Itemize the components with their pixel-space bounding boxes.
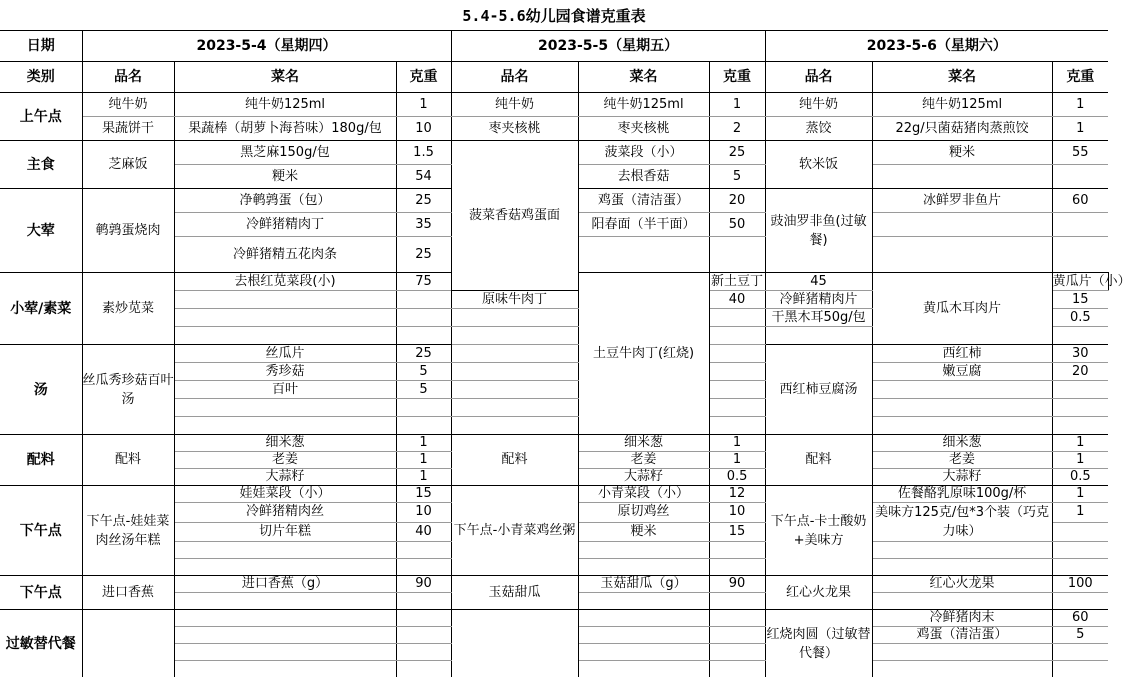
- category-afternoon-fruit: 下午点: [0, 576, 82, 610]
- d2-beef-ing3-empty: [451, 309, 578, 327]
- d1-morning-dish1: 纯牛奶: [82, 93, 174, 117]
- d3-season-w3: 0.5: [1052, 469, 1108, 486]
- d2-main-ing5-empty: [578, 237, 709, 273]
- d1-small-dish: 素炒苋菜: [82, 273, 174, 345]
- d2-main-w1: 25: [709, 141, 765, 165]
- d1-allergy-ing1-empty: [174, 610, 396, 627]
- d1-allergy-w1-empty: [396, 610, 451, 627]
- d3-morning-w2: 1: [1052, 117, 1108, 141]
- d1-soup-ing3: 百叶: [174, 381, 396, 399]
- d1-small-ing1: 去根红苋菜段(小): [174, 273, 396, 291]
- d3-small-ing4-empty: [765, 327, 872, 345]
- d3-meat-w1: 60: [1052, 189, 1108, 213]
- d2-beef-ing7-empty: [451, 381, 578, 399]
- d3-meat-w2-empty: [1052, 213, 1108, 237]
- d2-season-ing2: 老姜: [578, 452, 709, 469]
- d3-meat-ing2-empty: [872, 213, 1052, 237]
- category-meat: 大荤: [0, 189, 82, 273]
- d3-ingredient-header: 菜名: [872, 62, 1052, 93]
- d1-staple-w1: 1.5: [396, 141, 451, 165]
- d1-allergy-ing2-empty: [174, 627, 396, 644]
- d1-soup-w5-empty: [396, 417, 451, 435]
- d3-season-ing3: 大蒜籽: [872, 469, 1052, 486]
- d2-main-w4: 50: [709, 213, 765, 237]
- d2-allergy-dish-empty: [451, 610, 578, 678]
- d2-main-ing2: 去根香菇: [578, 165, 709, 189]
- d2-season-dish: 配料: [451, 435, 578, 486]
- d1-morning-ing2: 果蔬棒（胡萝卜海苔味）180g/包: [174, 117, 396, 141]
- d1-soup-ing4-empty: [174, 399, 396, 417]
- d3-morning-w1: 1: [1052, 93, 1108, 117]
- d1-soup-ing2: 秀珍菇: [174, 363, 396, 381]
- d2-allergy-ing2-empty: [578, 627, 709, 644]
- d1-small-ing4-empty: [174, 327, 396, 345]
- d3-season-ing2: 老姜: [872, 452, 1052, 469]
- d3-meat-dish: 豉油罗非鱼(过敏餐): [765, 189, 872, 273]
- d1-fruit-w: 90: [396, 576, 451, 593]
- d1-allergy-ing4-empty: [174, 661, 396, 678]
- d3-season-dish: 配料: [765, 435, 872, 486]
- d1-small-w4-empty: [396, 327, 451, 345]
- day1-date: 2023-5-4（星期四）: [82, 31, 451, 62]
- d1-season-dish: 配料: [82, 435, 174, 486]
- d2-pm-w3: 15: [709, 522, 765, 542]
- category-small-meat: 小荤/素菜: [0, 273, 82, 345]
- d1-meat-dish: 鹌鹑蛋烧肉: [82, 189, 174, 273]
- d3-small-dish: 黄瓜木耳肉片: [872, 273, 1052, 345]
- d2-beef-ing5-empty: [451, 345, 578, 363]
- d1-pm-ing5-empty: [174, 559, 396, 576]
- d1-season-ing2: 老姜: [174, 452, 396, 469]
- d3-morning-dish1: 纯牛奶: [765, 93, 872, 117]
- d2-morning-w2: 2: [709, 117, 765, 141]
- d2-pm-ing3: 粳米: [578, 522, 709, 542]
- d2-pm-ing1: 小青菜段（小）: [578, 486, 709, 503]
- category-seasoning: 配料: [0, 435, 82, 486]
- d1-staple-ing2: 粳米: [174, 165, 396, 189]
- d1-season-ing1: 细米葱: [174, 435, 396, 452]
- d3-pm-ing5-empty: [872, 559, 1052, 576]
- d1-season-w3: 1: [396, 469, 451, 486]
- d2-morning-ing1: 纯牛奶125ml: [578, 93, 709, 117]
- d1-pm-ing3: 切片年糕: [174, 522, 396, 542]
- d2-fruit-w2-empty: [709, 593, 765, 610]
- d1-allergy-dish-empty: [82, 610, 174, 678]
- d2-allergy-w4-empty: [709, 661, 765, 678]
- d3-pm-w3-empty: [1052, 522, 1108, 542]
- d2-main-dish: 菠菜香菇鸡蛋面: [451, 141, 578, 291]
- d1-soup-w4-empty: [396, 399, 451, 417]
- d2-pm-ing4-empty: [578, 542, 709, 559]
- d2-weight-header: 克重: [709, 62, 765, 93]
- d2-allergy-w1-empty: [709, 610, 765, 627]
- d3-product-header: 品名: [765, 62, 872, 93]
- d2-main-w3: 20: [709, 189, 765, 213]
- d2-morning-ing2: 枣夹核桃: [578, 117, 709, 141]
- d3-soup-ing1: 西红柿: [872, 345, 1052, 363]
- d1-meat-ing2: 冷鲜猪精肉丁: [174, 213, 396, 237]
- d3-morning-dish2: 蒸饺: [765, 117, 872, 141]
- d2-beef-w7-empty: [709, 381, 765, 399]
- d2-beef-w2: 40: [709, 291, 765, 309]
- d1-season-w1: 1: [396, 435, 451, 452]
- d3-pm-ing4-empty: [872, 542, 1052, 559]
- d3-fruit-dish: 红心火龙果: [765, 576, 872, 610]
- d2-main-w2: 5: [709, 165, 765, 189]
- d2-main-ing1: 菠菜段（小）: [578, 141, 709, 165]
- d2-beef-w5-empty: [709, 345, 765, 363]
- d3-pm-w1: 1: [1052, 486, 1108, 503]
- d3-soup-dish: 西红柿豆腐汤: [765, 345, 872, 435]
- d2-ingredient-header: 菜名: [578, 62, 709, 93]
- category-staple: 主食: [0, 141, 82, 189]
- d3-allergy-w1: 60: [1052, 610, 1108, 627]
- d3-staple-ing2-empty: [872, 165, 1052, 189]
- d1-soup-ing1: 丝瓜片: [174, 345, 396, 363]
- d2-pm-dish: 下午点-小青菜鸡丝粥: [451, 486, 578, 576]
- d2-season-w1: 1: [709, 435, 765, 452]
- d3-season-w2: 1: [1052, 452, 1108, 469]
- category-header: 类别: [0, 62, 82, 93]
- d2-fruit-dish: 玉菇甜瓜: [451, 576, 578, 610]
- d2-beef-ing2: 原味牛肉丁: [451, 291, 578, 309]
- d1-allergy-ing3-empty: [174, 644, 396, 661]
- sheet-title: 5.4-5.6幼儿园食谱克重表: [0, 0, 1108, 31]
- d3-small-ing3: 干黑木耳50g/包: [765, 309, 872, 327]
- d3-small-w3: 0.5: [1052, 309, 1108, 327]
- d3-fruit-w2-empty: [1052, 593, 1108, 610]
- d2-morning-w1: 1: [709, 93, 765, 117]
- d1-weight-header: 克重: [396, 62, 451, 93]
- d1-pm-w1: 15: [396, 486, 451, 503]
- d1-small-w2-empty: [396, 291, 451, 309]
- d2-pm-w1: 12: [709, 486, 765, 503]
- d2-beef-w6-empty: [709, 363, 765, 381]
- d1-morning-w2: 10: [396, 117, 451, 141]
- d3-staple-w2-empty: [1052, 165, 1108, 189]
- d1-small-w1: 75: [396, 273, 451, 291]
- d1-season-w2: 1: [396, 452, 451, 469]
- d1-fruit-ing: 进口香蕉（g）: [174, 576, 396, 593]
- d3-pm-w2: 1: [1052, 503, 1108, 523]
- d2-beef-dish: 土豆牛肉丁(红烧): [578, 273, 709, 435]
- d1-fruit-ing2-empty: [174, 593, 396, 610]
- d1-meat-w1: 25: [396, 189, 451, 213]
- d2-season-ing3: 大蒜籽: [578, 469, 709, 486]
- d2-beef-w4-empty: [709, 327, 765, 345]
- d1-soup-w2: 5: [396, 363, 451, 381]
- d1-pm-dish: 下午点-娃娃菜肉丝汤年糕: [82, 486, 174, 576]
- d3-allergy-dish: 红烧肉圆（过敏替代餐）: [765, 610, 872, 678]
- d2-beef-w1: 45: [765, 273, 872, 291]
- d3-season-w1: 1: [1052, 435, 1108, 452]
- d1-staple-ing1: 黑芝麻150g/包: [174, 141, 396, 165]
- d2-beef-w3-empty: [709, 309, 765, 327]
- category-morning-snack: 上午点: [0, 93, 82, 141]
- d3-morning-ing2: 22g/只菌菇猪肉蒸煎饺: [872, 117, 1052, 141]
- d2-season-w3: 0.5: [709, 469, 765, 486]
- d3-pm-ing1: 佐餐酪乳原味100g/杯: [872, 486, 1052, 503]
- d3-allergy-ing4-empty: [872, 661, 1052, 678]
- d2-allergy-ing3-empty: [578, 644, 709, 661]
- d3-season-ing1: 细米葱: [872, 435, 1052, 452]
- d2-allergy-ing4-empty: [578, 661, 709, 678]
- d2-allergy-w3-empty: [709, 644, 765, 661]
- d1-ingredient-header: 菜名: [174, 62, 396, 93]
- d1-staple-dish: 芝麻饭: [82, 141, 174, 189]
- d2-pm-w4-empty: [709, 542, 765, 559]
- d3-pm-dish: 下午点-卡士酸奶+美味方: [765, 486, 872, 576]
- d1-product-header: 品名: [82, 62, 174, 93]
- d3-soup-ing5-empty: [872, 417, 1052, 435]
- d1-meat-w3: 25: [396, 237, 451, 273]
- d3-soup-w5-empty: [1052, 417, 1108, 435]
- d1-fruit-dish: 进口香蕉: [82, 576, 174, 610]
- d3-fruit-ing2-empty: [872, 593, 1052, 610]
- d1-meat-ing3: 冷鲜猪精五花肉条: [174, 237, 396, 273]
- d1-pm-ing1: 娃娃菜段（小）: [174, 486, 396, 503]
- d1-pm-ing2: 冷鲜猪精肉丝: [174, 503, 396, 523]
- d3-small-ing2: 冷鲜猪精肉片: [765, 291, 872, 309]
- d2-pm-ing2: 原切鸡丝: [578, 503, 709, 523]
- d2-main-ing3: 鸡蛋（清洁蛋）: [578, 189, 709, 213]
- d2-pm-w5-empty: [709, 559, 765, 576]
- d2-main-ing4: 阳春面（半干面）: [578, 213, 709, 237]
- d3-fruit-w: 100: [1052, 576, 1108, 593]
- d2-beef-w9-empty: [709, 417, 765, 435]
- d1-small-w3-empty: [396, 309, 451, 327]
- d2-beef-ing8-empty: [451, 399, 578, 417]
- d3-allergy-ing1: 冷鲜猪肉末: [872, 610, 1052, 627]
- d3-allergy-w4-empty: [1052, 661, 1108, 678]
- d1-small-ing3-empty: [174, 309, 396, 327]
- d2-main-w5-empty: [709, 237, 765, 273]
- category-allergy-sub: 过敏替代餐: [0, 610, 82, 678]
- menu-table: [0, 31, 1131, 677]
- d3-staple-w1: 55: [1052, 141, 1108, 165]
- d2-fruit-w: 90: [709, 576, 765, 593]
- d3-weight-header: 克重: [1052, 62, 1108, 93]
- d3-pm-ing2: 美味方125克/包*3个装（巧克力味）: [872, 503, 1052, 542]
- d3-allergy-w2: 5: [1052, 627, 1108, 644]
- category-afternoon-snack: 下午点: [0, 486, 82, 576]
- d1-allergy-w2-empty: [396, 627, 451, 644]
- d1-meat-ing1: 净鹌鹑蛋（包）: [174, 189, 396, 213]
- d3-fruit-ing: 红心火龙果: [872, 576, 1052, 593]
- d3-small-ing1: 黄瓜片（小）: [1052, 273, 1131, 289]
- d1-pm-w2: 10: [396, 503, 451, 523]
- d3-soup-ing2: 嫩豆腐: [872, 363, 1052, 381]
- day3-date: 2023-5-6（星期六）: [866, 38, 1007, 54]
- d3-soup-ing4-empty: [872, 399, 1052, 417]
- category-soup: 汤: [0, 345, 82, 435]
- d3-small-w4-empty: [1052, 327, 1108, 345]
- d2-beef-ing4-empty: [451, 327, 578, 345]
- d1-soup-w1: 25: [396, 345, 451, 363]
- d1-pm-ing4-empty: [174, 542, 396, 559]
- d1-soup-ing5-empty: [174, 417, 396, 435]
- d2-morning-dish2: 枣夹核桃: [451, 117, 578, 141]
- d3-staple-ing1: 粳米: [872, 141, 1052, 165]
- d1-pm-w5-empty: [396, 559, 451, 576]
- d2-beef-ing9-empty: [451, 417, 578, 435]
- d3-allergy-w3-empty: [1052, 644, 1108, 661]
- d1-pm-w4-empty: [396, 542, 451, 559]
- d2-season-w2: 1: [709, 452, 765, 469]
- date-header: 日期: [0, 31, 82, 62]
- d2-beef-ing1: 新土豆丁: [709, 273, 765, 291]
- d1-morning-w1: 1: [396, 93, 451, 117]
- d3-allergy-ing2: 鸡蛋（清洁蛋）: [872, 627, 1052, 644]
- d1-pm-w3: 40: [396, 522, 451, 542]
- d1-soup-w3: 5: [396, 381, 451, 399]
- d3-soup-ing3-empty: [872, 381, 1052, 399]
- d2-product-header: 品名: [451, 62, 578, 93]
- d2-season-ing1: 细米葱: [578, 435, 709, 452]
- d3-soup-w4-empty: [1052, 399, 1108, 417]
- d1-morning-dish2: 果蔬饼干: [82, 117, 174, 141]
- d3-soup-w2: 20: [1052, 363, 1108, 381]
- d1-allergy-w4-empty: [396, 661, 451, 678]
- d3-allergy-ing3-empty: [872, 644, 1052, 661]
- d2-pm-w2: 10: [709, 503, 765, 523]
- d3-soup-w3-empty: [1052, 381, 1108, 399]
- d3-pm-w4-empty: [1052, 542, 1108, 559]
- d3-pm-w5-empty: [1052, 559, 1108, 576]
- d1-meat-w2: 35: [396, 213, 451, 237]
- d2-beef-ing6-empty: [451, 363, 578, 381]
- d3-meat-ing3-empty: [872, 237, 1052, 273]
- d1-allergy-w3-empty: [396, 644, 451, 661]
- d1-season-ing3: 大蒜籽: [174, 469, 396, 486]
- d2-morning-dish1: 纯牛奶: [451, 93, 578, 117]
- day2-date: 2023-5-5（星期五）: [451, 31, 765, 62]
- d3-staple-dish: 软米饭: [765, 141, 872, 189]
- d2-pm-ing5-empty: [578, 559, 709, 576]
- d3-meat-w3-empty: [1052, 237, 1108, 273]
- d1-small-ing2-empty: [174, 291, 396, 309]
- d3-small-w2: 15: [1052, 291, 1108, 309]
- d2-allergy-w2-empty: [709, 627, 765, 644]
- d1-morning-ing1: 纯牛奶125ml: [174, 93, 396, 117]
- d2-fruit-ing: 玉菇甜瓜（g）: [578, 576, 709, 593]
- d2-allergy-ing1-empty: [578, 610, 709, 627]
- d1-fruit-w2-empty: [396, 593, 451, 610]
- d3-soup-w1: 30: [1052, 345, 1108, 363]
- d3-meat-ing1: 冰鲜罗非鱼片: [872, 189, 1052, 213]
- d2-fruit-ing2-empty: [578, 593, 709, 610]
- d1-staple-w2: 54: [396, 165, 451, 189]
- d2-beef-w8-empty: [709, 399, 765, 417]
- d3-morning-ing1: 纯牛奶125ml: [872, 93, 1052, 117]
- d1-soup-dish: 丝瓜秀珍菇百叶汤: [82, 345, 174, 435]
